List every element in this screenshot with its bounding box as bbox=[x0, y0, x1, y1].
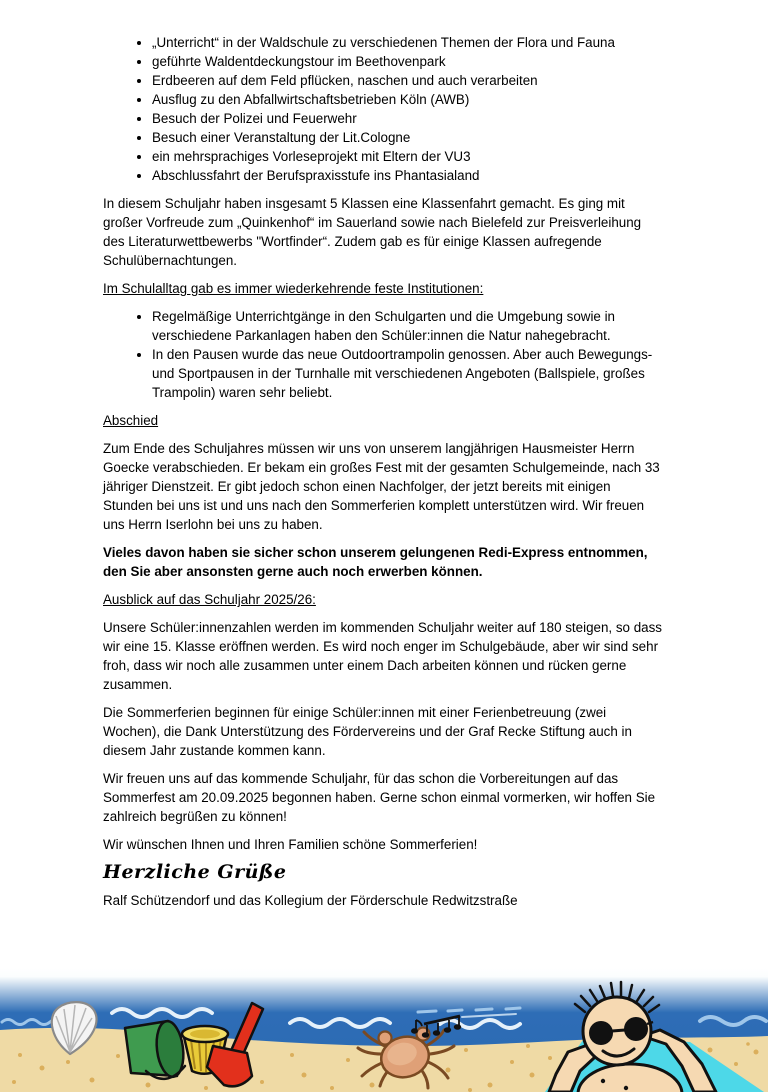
paragraph-sommerfest: Wir freuen uns auf das kommende Schuljahr, für das schon die Vorbereitungen auf das Sommerfest am 20.09.2025 begonnen haben. Gerne schon einmal vormerken, wir hoffen Sie zahlreich begrüßen zu können! bbox=[103, 771, 656, 824]
signature-greeting: Herzliche Grüße bbox=[103, 861, 287, 883]
beach-illustration bbox=[0, 968, 768, 1092]
paragraph-gruss: Wir wünschen Ihnen und Ihren Familien schöne Sommerferien! bbox=[103, 837, 478, 852]
heading-ausblick: Ausblick auf das Schuljahr 2025/26: bbox=[103, 592, 316, 607]
letter-body bbox=[103, 33, 663, 919]
institutionen-bullet-list bbox=[103, 307, 663, 402]
green-bucket bbox=[125, 1020, 186, 1079]
paragraph-klassenfahrten: In diesem Schuljahr haben insgesamt 5 Klassen eine Klassenfahrt gemacht. Es ging mit großer Vorfreude zum „Quinkenhof“ im Sauerland sowie nach Bielefeld zur Preisverleihung des Literaturwettbewerbs "Wortfinder“. Zudem gab es für einige Klassen aufregende Schulübernachtungen. bbox=[103, 196, 642, 268]
bullet-item: • geführte Waldentdeckungstour im Beethovenpark bbox=[152, 52, 663, 71]
paragraph-ferienbetreuung: Die Sommerferien beginnen für einige Schüler:innen mit einer Ferienbetreuung (zwei Wochen), die Dank Unterstützung des Fördervereins und der Graf Recke Stiftung auch in diesem Jahr zustande kommen kann. bbox=[103, 705, 632, 758]
bullet-item: • Abschlussfahrt der Berufspraxisstufe ins Phantasialand bbox=[152, 166, 663, 185]
bullet-item: • ein mehrsprachiges Vorleseprojekt mit Eltern der VU3 bbox=[152, 147, 663, 166]
bullet-item: • Ausflug zu den Abfallwirtschaftsbetrieben Köln (AWB) bbox=[152, 90, 663, 109]
bullet-item: • „Unterricht“ in der Waldschule zu verschiedenen Themen der Flora und Fauna bbox=[152, 33, 663, 52]
heading-abschied: Abschied bbox=[103, 413, 159, 428]
bullet-item: • Besuch einer Veranstaltung der Lit.Cologne bbox=[152, 128, 663, 147]
heading-schulalltag: Im Schulalltag gab es immer wiederkehrende feste Institutionen: bbox=[103, 281, 484, 296]
bullet-item: • Erdbeeren auf dem Feld pflücken, naschen und auch verarbeiten bbox=[152, 71, 663, 90]
bullet-item: • Regelmäßige Unterrichtgänge in den Schulgarten und die Umgebung sowie in verschiedene Parkanlagen haben den Schüler:innen die Natur nahegebracht. bbox=[152, 307, 663, 345]
bullet-item: • Besuch der Polizei und Feuerwehr bbox=[152, 109, 663, 128]
paragraph-abschied: Zum Ende des Schuljahres müssen wir uns von unserem langjährigen Hausmeister Herrn Goecke verabschieden. Er bekam ein großes Fest mit der gesamten Schulgemeinde, nach 33 jähriger Dienstzeit. Er gibt jedoch schon einen Nachfolger, der jetzt bereits mit einigen Stunden bei uns ist und uns nach den Sommerferien komplett unterstützen wird. Wir freuen uns Herrn Iserlohn bei uns zu haben. bbox=[103, 441, 660, 532]
paragraph-redi-express: Vieles davon haben sie sicher schon unserem gelungenen Redi-Express entnommen, den Sie aber ansonsten gerne auch noch erwerben können. bbox=[103, 545, 648, 579]
bullet-item: • In den Pausen wurde das neue Outdoortrampolin genossen. Aber auch Bewegungs- und Sportpausen in der Turnhalle mit verschiedenen Angeboten (Ballspiele, großes Trampolin) waren sehr beliebt. bbox=[152, 345, 663, 402]
activities-bullet-list bbox=[103, 33, 663, 185]
signature-names: Ralf Schützendorf und das Kollegium der Förderschule Redwitzstraße bbox=[103, 893, 518, 908]
paragraph-schuelerzahlen: Unsere Schüler:innenzahlen werden im kommenden Schuljahr weiter auf 180 steigen, so dass wir eine 15. Klasse eröffnen werden. Es wird noch enger im Schulgebäude, aber wir sind sehr froh, dass wir noch alle zusammen unter einem Dach arbeiten können und rücken gerne zusammen. bbox=[103, 620, 663, 692]
